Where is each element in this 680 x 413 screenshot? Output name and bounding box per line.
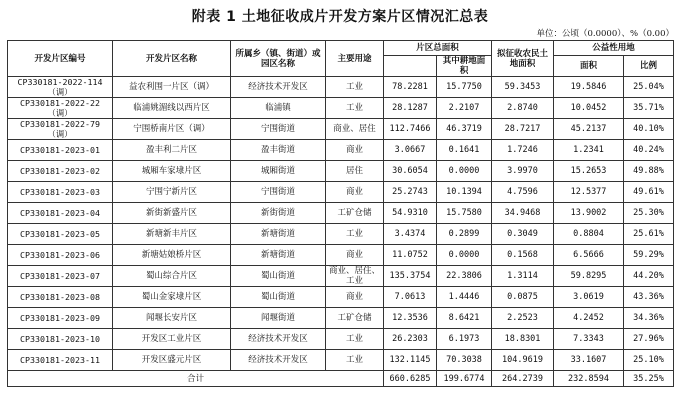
public-ratio-cell: 25.10%: [624, 350, 674, 371]
table-row: [8, 287, 674, 308]
public-area-cell: 7.3343: [554, 329, 624, 350]
public-ratio-cell: 40.10%: [624, 119, 674, 140]
table-row: [8, 182, 674, 203]
farmland-area-cell: 0.0000: [437, 245, 492, 266]
farmland-area-cell: 70.3038: [437, 350, 492, 371]
farmland-area-cell: 15.7750: [437, 77, 492, 98]
town-cell: 新塘街道: [231, 224, 326, 245]
public-ratio-cell: 27.96%: [624, 329, 674, 350]
table-row: [8, 161, 674, 182]
code-cell: CP330181-2023-10: [8, 329, 113, 350]
header-code: 开发片区编号: [8, 41, 113, 77]
public-area-cell: 59.8295: [554, 266, 624, 287]
name-cell: 闻堰长安片区: [113, 308, 231, 329]
use-cell: 工业: [326, 350, 384, 371]
public-area-cell: 33.1607: [554, 350, 624, 371]
total-area-cell: 78.2281: [384, 77, 437, 98]
unit-note: 单位：公顷（0.0000）、%（0.00）: [536, 29, 674, 39]
collective-area-cell: 18.8301: [492, 329, 554, 350]
table-row: [8, 224, 674, 245]
use-cell: 工业: [326, 224, 384, 245]
total-area-cell: 54.9310: [384, 203, 437, 224]
use-cell: 商业: [326, 287, 384, 308]
code-cell: CP330181-2023-02: [8, 161, 113, 182]
header-use: 主要用途: [326, 41, 384, 77]
table-row: [8, 350, 674, 371]
name-cell: 蜀山金家埭片区: [113, 287, 231, 308]
total-area-cell: 112.7466: [384, 119, 437, 140]
town-cell: 盈丰街道: [231, 140, 326, 161]
summary-table: [7, 40, 674, 387]
code-cell: CP330181-2023-01: [8, 140, 113, 161]
collective-area-cell: 2.2523: [492, 308, 554, 329]
code-cell: CP330181-2023-04: [8, 203, 113, 224]
use-cell: 工矿仓储: [326, 203, 384, 224]
collective-area-cell: 2.8740: [492, 98, 554, 119]
code-cell: CP330181-2023-09: [8, 308, 113, 329]
farmland-area-cell: 15.7580: [437, 203, 492, 224]
code-cell: CP330181-2023-08: [8, 287, 113, 308]
farmland-area-cell: 10.1394: [437, 182, 492, 203]
collective-area-cell: 3.9970: [492, 161, 554, 182]
town-cell: 临浦镇: [231, 98, 326, 119]
collective-area-cell: 4.7596: [492, 182, 554, 203]
public-ratio-cell: 35.71%: [624, 98, 674, 119]
table-row: [8, 329, 674, 350]
code-cell: CP330181-2023-07: [8, 266, 113, 287]
header-collective: 拟征收农民土地面积: [492, 41, 554, 77]
public-ratio-cell: 43.36%: [624, 287, 674, 308]
name-cell: 宁围桥南片区（调）: [113, 119, 231, 140]
town-cell: 宁围街道: [231, 119, 326, 140]
header-area-total: [384, 56, 437, 77]
town-cell: 新街街道: [231, 203, 326, 224]
farmland-area-cell: 0.0000: [437, 161, 492, 182]
collective-area-cell: 28.7217: [492, 119, 554, 140]
totals-label: 合计: [8, 371, 384, 387]
table-body: [8, 77, 674, 387]
code-cell: CP330181-2023-06: [8, 245, 113, 266]
farmland-area-cell: 6.1973: [437, 329, 492, 350]
totals-row: [8, 371, 674, 387]
public-area-cell: 0.8804: [554, 224, 624, 245]
name-cell: 新塘姑娘桥片区: [113, 245, 231, 266]
town-cell: 闻堰街道: [231, 308, 326, 329]
public-area-cell: 45.2137: [554, 119, 624, 140]
code-cell: CP330181-2022-114（调）: [8, 77, 113, 98]
table-row: [8, 203, 674, 224]
name-cell: 临浦姚湄线以西片区: [113, 98, 231, 119]
farmland-area-cell: 1.4446: [437, 287, 492, 308]
use-cell: 工业: [326, 329, 384, 350]
header-public-ratio: 比例: [624, 56, 674, 77]
town-cell: 经济技术开发区: [231, 350, 326, 371]
table-row: [8, 119, 674, 140]
use-cell: 商业: [326, 140, 384, 161]
use-cell: 工矿仓储: [326, 308, 384, 329]
public-ratio-cell: 25.30%: [624, 203, 674, 224]
code-cell: CP330181-2023-03: [8, 182, 113, 203]
public-ratio-cell: 49.61%: [624, 182, 674, 203]
public-ratio-cell: 34.36%: [624, 308, 674, 329]
total-area-cell: 11.0752: [384, 245, 437, 266]
public-ratio-cell: 40.24%: [624, 140, 674, 161]
farmland-area-cell: 2.2107: [437, 98, 492, 119]
use-cell: 商业: [326, 245, 384, 266]
town-cell: 蜀山街道: [231, 287, 326, 308]
collective-area-cell: 59.3453: [492, 77, 554, 98]
public-area-cell: 15.2653: [554, 161, 624, 182]
use-cell: 商业、居住、工业: [326, 266, 384, 287]
total-area-cell: 30.6054: [384, 161, 437, 182]
public-area-cell: 1.2341: [554, 140, 624, 161]
public-area-cell: 10.0452: [554, 98, 624, 119]
farmland-area-cell: 22.3806: [437, 266, 492, 287]
name-cell: 宁围宁新片区: [113, 182, 231, 203]
name-cell: 盈丰利二片区: [113, 140, 231, 161]
header-area-group: 片区总面积: [384, 41, 492, 56]
header-town: 所属乡（镇、街道）或园区名称: [231, 41, 326, 77]
table-row: [8, 77, 674, 98]
use-cell: 商业、居住: [326, 119, 384, 140]
collective-area-cell: 0.3049: [492, 224, 554, 245]
public-area-cell: 12.5377: [554, 182, 624, 203]
public-area-cell: 6.5666: [554, 245, 624, 266]
town-cell: 宁围街道: [231, 182, 326, 203]
public-ratio-cell: 25.61%: [624, 224, 674, 245]
header-area-farmland: 其中耕地面积: [437, 56, 492, 77]
name-cell: 益农利围一片区（调）: [113, 77, 231, 98]
collective-area-cell: 104.9619: [492, 350, 554, 371]
code-cell: CP330181-2023-11: [8, 350, 113, 371]
use-cell: 工业: [326, 77, 384, 98]
table-row: [8, 245, 674, 266]
table-row: [8, 140, 674, 161]
public-area-cell: 4.2452: [554, 308, 624, 329]
public-ratio-cell: 25.04%: [624, 77, 674, 98]
name-cell: 新塘新丰片区: [113, 224, 231, 245]
header-public-group: 公益性用地: [554, 41, 674, 56]
totals-ratio: 35.25%: [624, 371, 674, 387]
collective-area-cell: 34.9468: [492, 203, 554, 224]
name-cell: 开发区盛元片区: [113, 350, 231, 371]
table-row: [8, 98, 674, 119]
public-ratio-cell: 49.88%: [624, 161, 674, 182]
code-cell: CP330181-2022-22（调）: [8, 98, 113, 119]
header-name: 开发片区名称: [113, 41, 231, 77]
table-row: [8, 266, 674, 287]
town-cell: 蜀山街道: [231, 266, 326, 287]
total-area-cell: 135.3754: [384, 266, 437, 287]
public-area-cell: 19.5846: [554, 77, 624, 98]
name-cell: 开发区工业片区: [113, 329, 231, 350]
totals-collective: 264.2739: [492, 371, 554, 387]
public-ratio-cell: 44.20%: [624, 266, 674, 287]
public-area-cell: 3.0619: [554, 287, 624, 308]
total-area-cell: 26.2303: [384, 329, 437, 350]
code-cell: CP330181-2022-79（调）: [8, 119, 113, 140]
farmland-area-cell: 0.2899: [437, 224, 492, 245]
farmland-area-cell: 8.6421: [437, 308, 492, 329]
collective-area-cell: 1.7246: [492, 140, 554, 161]
total-area-cell: 7.0613: [384, 287, 437, 308]
town-cell: 经济技术开发区: [231, 77, 326, 98]
total-area-cell: 3.4374: [384, 224, 437, 245]
collective-area-cell: 0.1568: [492, 245, 554, 266]
total-area-cell: 132.1145: [384, 350, 437, 371]
use-cell: 居住: [326, 161, 384, 182]
page-title: 附表 1 土地征收成片开发方案片区情况汇总表: [191, 9, 489, 25]
totals-area: 660.6285: [384, 371, 437, 387]
town-cell: 经济技术开发区: [231, 329, 326, 350]
public-ratio-cell: 59.29%: [624, 245, 674, 266]
farmland-area-cell: 46.3719: [437, 119, 492, 140]
town-cell: 城厢街道: [231, 161, 326, 182]
total-area-cell: 28.1287: [384, 98, 437, 119]
use-cell: 工业: [326, 98, 384, 119]
code-cell: CP330181-2023-05: [8, 224, 113, 245]
use-cell: 商业: [326, 182, 384, 203]
total-area-cell: 3.0667: [384, 140, 437, 161]
table-row: [8, 308, 674, 329]
collective-area-cell: 1.3114: [492, 266, 554, 287]
totals-public-area: 232.8594: [554, 371, 624, 387]
public-area-cell: 13.9002: [554, 203, 624, 224]
header-public-area: 面积: [554, 56, 624, 77]
farmland-area-cell: 0.1641: [437, 140, 492, 161]
town-cell: 新塘街道: [231, 245, 326, 266]
total-area-cell: 25.2743: [384, 182, 437, 203]
total-area-cell: 12.3536: [384, 308, 437, 329]
name-cell: 城厢车家埭片区: [113, 161, 231, 182]
name-cell: 蜀山综合片区: [113, 266, 231, 287]
collective-area-cell: 0.0875: [492, 287, 554, 308]
name-cell: 新街新盛片区: [113, 203, 231, 224]
totals-farmland: 199.6774: [437, 371, 492, 387]
